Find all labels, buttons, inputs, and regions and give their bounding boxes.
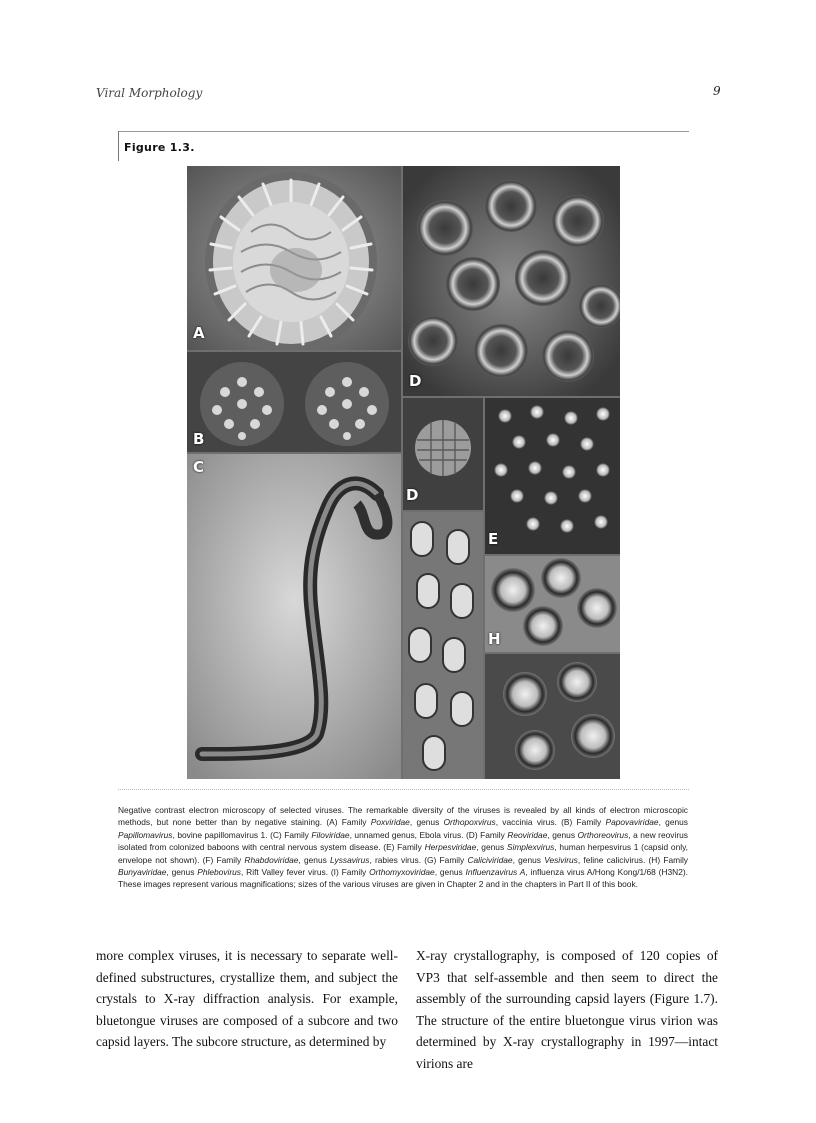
body-column-left: more complex viruses, it is necessary to separate well-defined substructures, crystallize them, and subject the crystals to X-ray diffraction analysis. For example, bluetongue viruses are composed of a subcore and two capsid layers. The subcore structure, as determined by xyxy=(96,948,398,1049)
panel-label-c: C xyxy=(193,458,205,476)
panel-h-bunyavirus xyxy=(485,556,620,652)
figure-caption: Negative contrast electron microscopy of selected viruses. The remarkable diversity of the viruses is revealed by all kinds of electron microscopic methods, but none better than by negative staining. (A) Family Poxviridae, genus Orthopoxvirus, vaccinia virus. (B) Family Papovaviridae, genus Papillomavirus, bovine papillomavirus 1. (C) Family Filoviridae, unnamed genus, Ebola virus. (D) Family Reoviridae, genus Orthoreovirus, a new reovirus isolated from colonized baboons with central nervous system disease. (E) Family Herpesviridae, genus Simplexvirus, human herpesvirus 1 (capsid only, envelope not shown). (F) Family Rhabdoviridae, genus Lyssavirus, rabies virus. (G) Family Caliciviridae, genus Vesivirus, feline calicivirus. (H) Family Bunyaviridae, genus Phlebovirus, Rift Valley fever virus. (I) Family Orthomyxoviridae, genus Influenzavirus A, influenza virus A/Hong Kong/1/68 (H3N2). These images represent various magnifications; sizes of the various viruses are given in Chapter 2 and in the chapters in Part II of this book. xyxy=(118,805,688,890)
panel-i-influenza xyxy=(485,654,620,779)
panel-label-d: D xyxy=(409,372,422,390)
panel-d-reovirus xyxy=(403,166,620,396)
panel-label-g: E xyxy=(488,530,499,548)
panel-label-a: A xyxy=(193,324,205,342)
panel-label-b: B xyxy=(193,430,205,448)
panel-c-ebola xyxy=(187,454,401,779)
panel-a-poxvirus xyxy=(187,166,401,350)
panel-label-h: H xyxy=(488,630,501,648)
page-number: 9 xyxy=(713,84,721,98)
body-column-right: X-ray crystallography, is composed of 120 copies of VP3 that self-assemble and then seem to direct the assembly of the surrounding capsid layers (Figure 1.7). The structure of the entire bluetongue virus virion was determined by X-ray crystallography in 1997—intact virions are xyxy=(416,948,718,1071)
caption-rule xyxy=(118,789,689,790)
figure-micrograph-composite xyxy=(187,166,620,779)
figure-label: Figure 1.3. xyxy=(124,141,195,154)
panel-f-rabies xyxy=(403,512,483,779)
running-head: Viral Morphology xyxy=(96,86,203,100)
panel-g-calicivirus xyxy=(485,398,620,554)
panel-e-herpesvirus xyxy=(403,398,483,510)
figure-top-rule xyxy=(118,131,689,132)
panel-b-papillomavirus xyxy=(187,352,401,452)
panel-label-e: D xyxy=(406,486,419,504)
figure-left-rule xyxy=(118,131,119,161)
